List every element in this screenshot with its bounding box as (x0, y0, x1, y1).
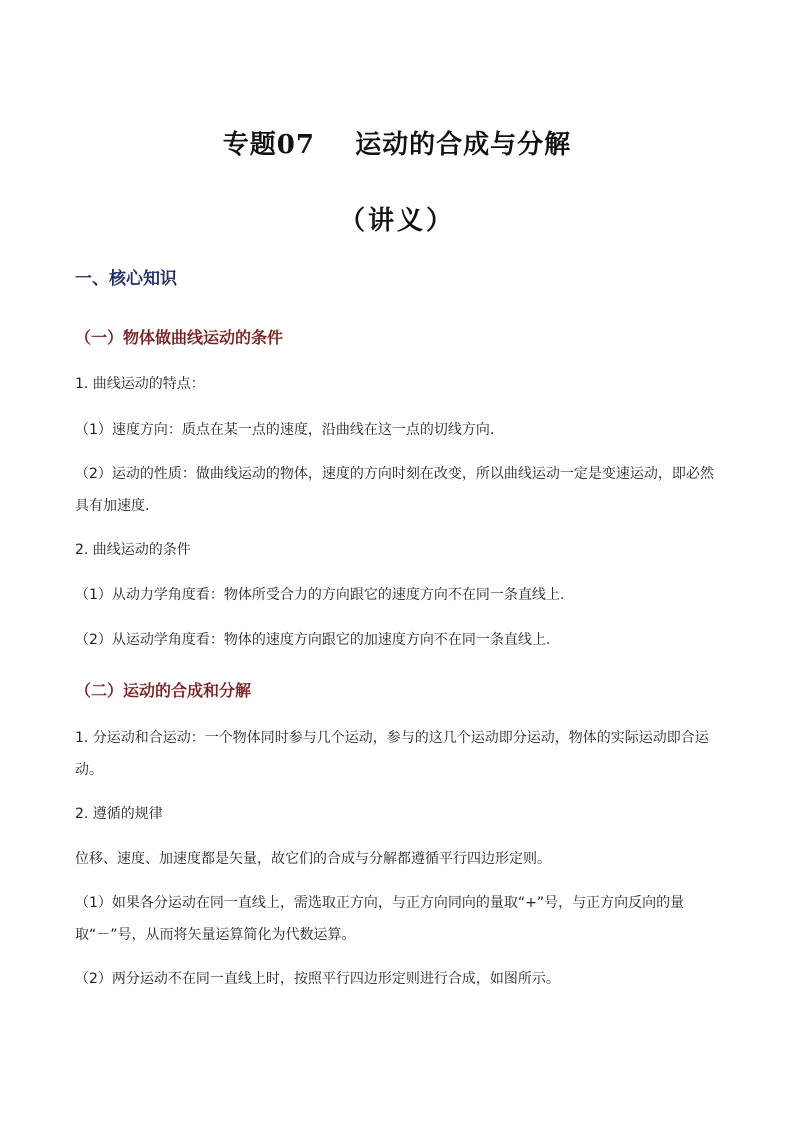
paragraph: （1）从动力学角度看：物体所受合力的方向跟它的速度方向不在同一条直线上. (75, 587, 565, 603)
subsection-heading-motion-composition: （二）运动的合成和分解 (75, 681, 252, 700)
page-title: 专题07 运动的合成与分解 (222, 130, 572, 160)
paragraph: 1. 分运动和合运动：一个物体同时参与几个运动，参与的这几个运动即分运动，物体的实际运动即合运动。 (75, 730, 709, 778)
subsection-heading-curve-motion-conditions: （一）物体做曲线运动的条件 (75, 328, 284, 347)
page-subtitle: （讲义） (338, 206, 455, 236)
paragraph: 1. 曲线运动的特点： (75, 376, 205, 392)
paragraph: （1）如果各分运动在同一直线上，需选取正方向，与正方向同向的量取“+”号，与正方向反向的量取“－”号，从而将矢量运算简化为代数运算。 (75, 895, 685, 943)
paragraph: （2）两分运动不在同一直线上时，按照平行四边形定则进行合成，如图所示。 (75, 971, 560, 987)
paragraph: 2. 曲线运动的条件 (75, 542, 191, 558)
paragraph: （1）速度方向：质点在某一点的速度，沿曲线在这一点的切线方向. (75, 422, 495, 438)
paragraph: 2. 遵循的规律 (75, 806, 163, 822)
paragraph: 位移、速度、加速度都是矢量，故它们的合成与分解都遵循平行四边形定则。 (75, 851, 551, 867)
paragraph: （2）从运动学角度看：物体的速度方向跟它的加速度方向不在同一条直线上. (75, 632, 551, 648)
paragraph: （2）运动的性质：做曲线运动的物体，速度的方向时刻在改变，所以曲线运动一定是变速运动，即必然具有加速度. (75, 466, 714, 514)
section-heading-core-knowledge: 一、核心知识 (75, 269, 177, 289)
